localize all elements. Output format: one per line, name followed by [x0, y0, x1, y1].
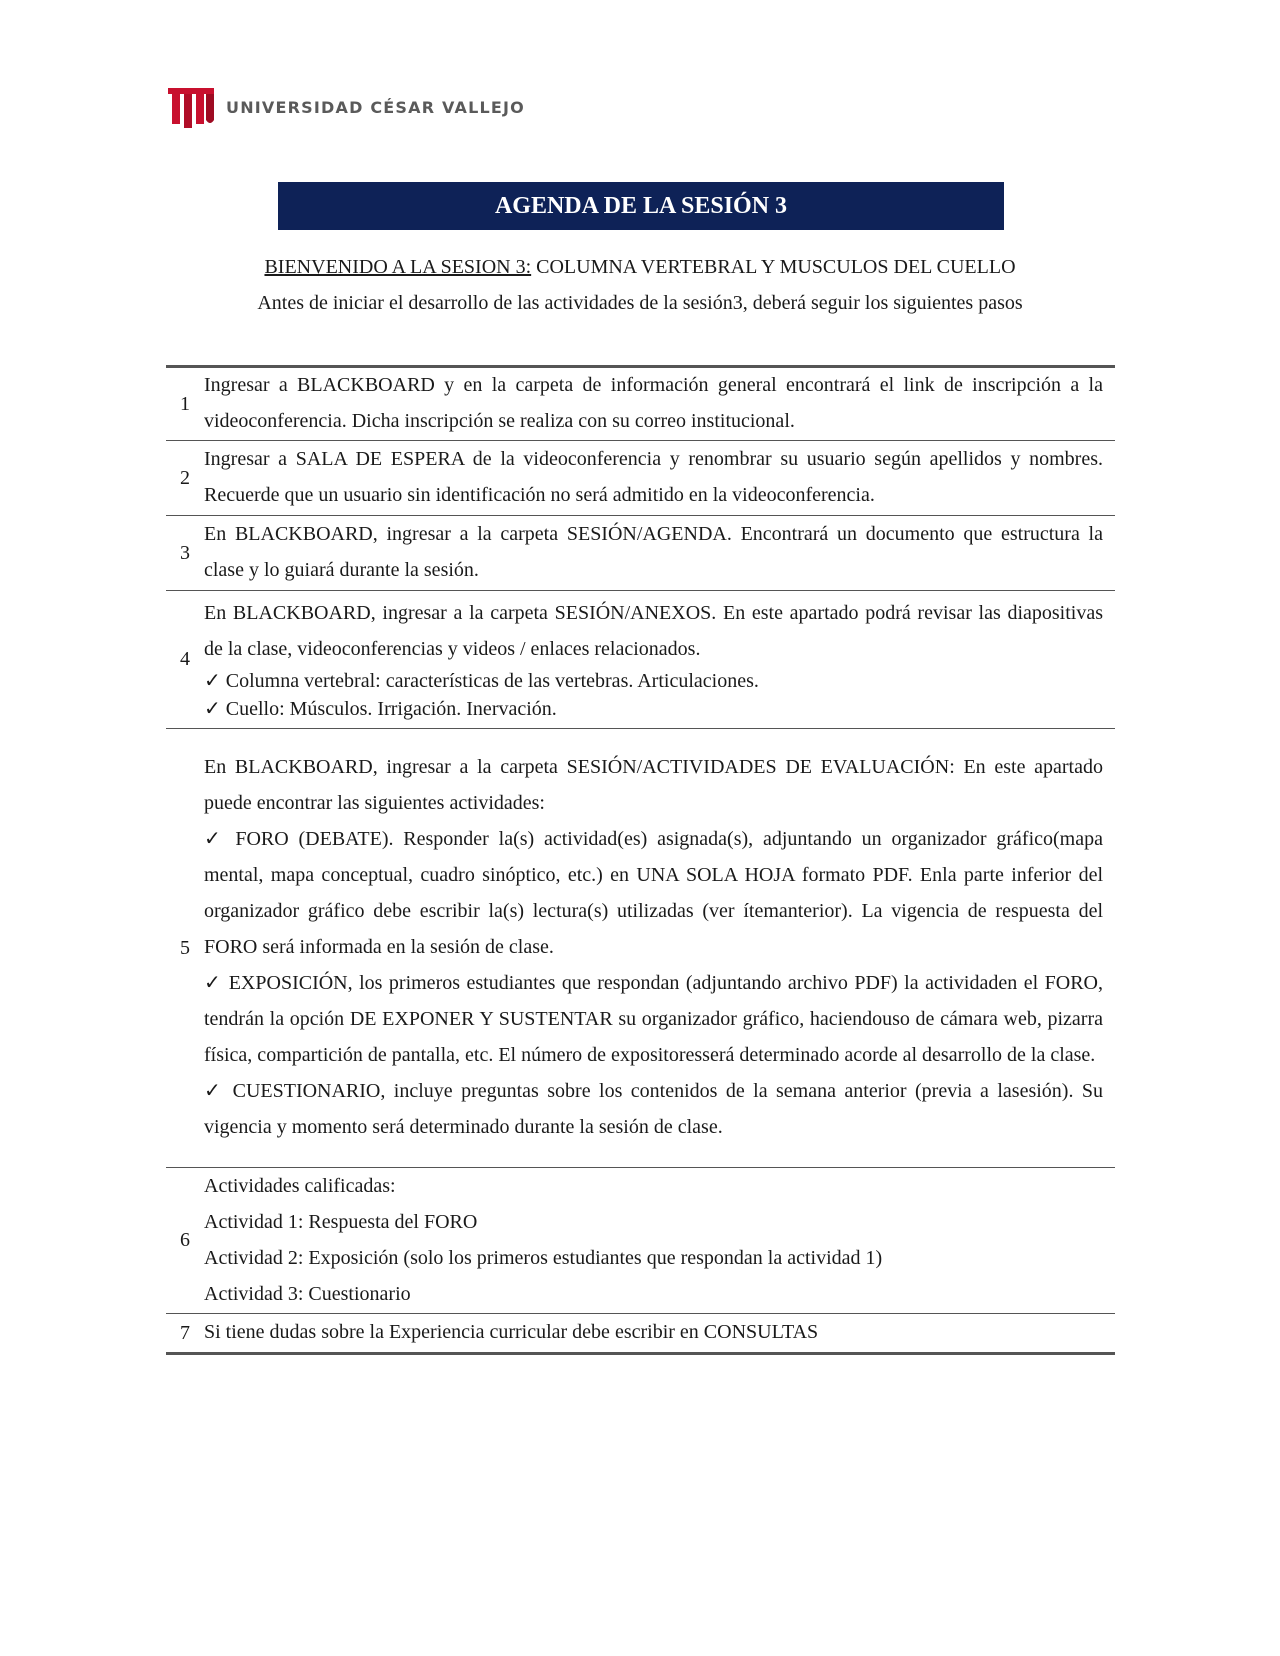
table-row: [166, 590, 1115, 728]
step-number: 1: [180, 392, 190, 415]
step-content: [204, 365, 1115, 443]
table-row: [166, 368, 1115, 440]
step-text: Actividad 2: Exposición (solo los primeros estudiantes que respondan la actividad 1): [204, 1246, 883, 1269]
step-text: Si tiene dudas sobre la Experiencia curricular debe escribir en CONSULTAS: [204, 1321, 819, 1343]
step-text: Ingresar a BLACKBOARD y en la carpeta de información general encontrará el link de inscripción a la videoconferencia. Dicha inscripción se realiza con su correo institucional.: [204, 374, 1103, 432]
table-row: [166, 728, 1115, 1167]
session-subtitle: [0, 256, 1280, 279]
page-title: [278, 182, 1004, 230]
step-content: [204, 514, 1115, 592]
step-bullet: ✓ Cuello: Músculos. Irrigación. Inervación.: [204, 697, 557, 720]
step-content: [204, 1166, 1115, 1316]
step-number: 3: [180, 541, 190, 564]
step-bullet: ✓ EXPOSICIÓN, los primeros estudiantes que respondan (adjuntando archivo PDF) la actividaden el FORO, tendrán la opción DE EXPONER Y SUSTENTAR su organizador gráfico, haciendouso de cámara web, pizarra física, compartición de pantalla, etc. El número de expositoresserá determinado acorde al desarrollo de la clase.: [204, 972, 1103, 1066]
step-text: En BLACKBOARD, ingresar a la carpeta SESIÓN/ANEXOS. En este apartado podrá revisar las diapositivas de la clase, videoconferencias y videos / enlaces relacionados.: [204, 601, 1103, 660]
ucv-logo-mark-icon: [166, 84, 216, 130]
intro-text: Antes de iniciar el desarrollo de las actividades de la sesión3, deberá seguir los siguientes pasos: [257, 292, 1023, 314]
table-row: [166, 1313, 1115, 1352]
subtitle-underlined: BIENVENIDO A LA SESION 3:: [264, 256, 532, 278]
table-row: [166, 515, 1115, 590]
steps-table: [166, 365, 1115, 1355]
step-bullet: ✓ CUESTIONARIO, incluye preguntas sobre los contenidos de la semana anterior (previa a lasesión). Su vigencia y momento será determinado durante la sesión de clase.: [204, 1080, 1103, 1138]
step-text: Actividad 3: Cuestionario: [204, 1282, 411, 1305]
logo-text: UNIVERSIDAD CÉSAR VALLEJO: [226, 97, 525, 117]
step-number: 4: [180, 648, 190, 670]
step-text: Ingresar a SALA DE ESPERA de la videoconferencia y renombrar su usuario según apellidos y nombres. Recuerde que un usuario sin identificación no será admitido en la videoconferencia.: [204, 448, 1103, 506]
table-row: [166, 440, 1115, 515]
step-number: 2: [180, 466, 190, 489]
step-content: [204, 1312, 1115, 1354]
step-bullet: ✓ FORO (DEBATE). Responder la(s) actividad(es) asignada(s), adjuntando un organizador gráfico(mapa mental, mapa conceptual, cuadro sinóptico, etc.) en UNA SOLA HOJA formato PDF. Enla parte inferior del organizador gráfico debe escribir la(s) lectura(s) utilizadas (ver ítemanterior). La vigencia de respuesta del FORO será informada en la sesión de clase.: [204, 828, 1103, 958]
step-text: En BLACKBOARD, ingresar a la carpeta SESIÓN/AGENDA. Encontrará un documento que estructura la clase y lo guiará durante la sesión.: [204, 523, 1103, 581]
table-row: [166, 1167, 1115, 1313]
step-number: 5: [180, 936, 190, 959]
step-content: [204, 439, 1115, 517]
step-number: 6: [180, 1229, 190, 1251]
university-logo: [166, 82, 525, 132]
step-text: En BLACKBOARD, ingresar a la carpeta SESIÓN/ACTIVIDADES DE EVALUACIÓN: En este apartado puede encontrar las siguientes actividades:: [204, 756, 1103, 814]
step-text: Actividad 1: Respuesta del FORO: [204, 1210, 478, 1233]
step-number: 7: [180, 1321, 190, 1344]
step-content: [204, 593, 1115, 727]
subtitle-rest: COLUMNA VERTEBRAL Y MUSCULOS DEL CUELLO: [531, 256, 1016, 278]
page-title-text: AGENDA DE LA SESIÓN 3: [494, 192, 788, 219]
step-text: Actividades calificadas:: [204, 1174, 396, 1197]
step-content: [204, 747, 1115, 1149]
step-bullet: ✓ Columna vertebral: características de las vertebras. Articulaciones.: [204, 669, 759, 692]
